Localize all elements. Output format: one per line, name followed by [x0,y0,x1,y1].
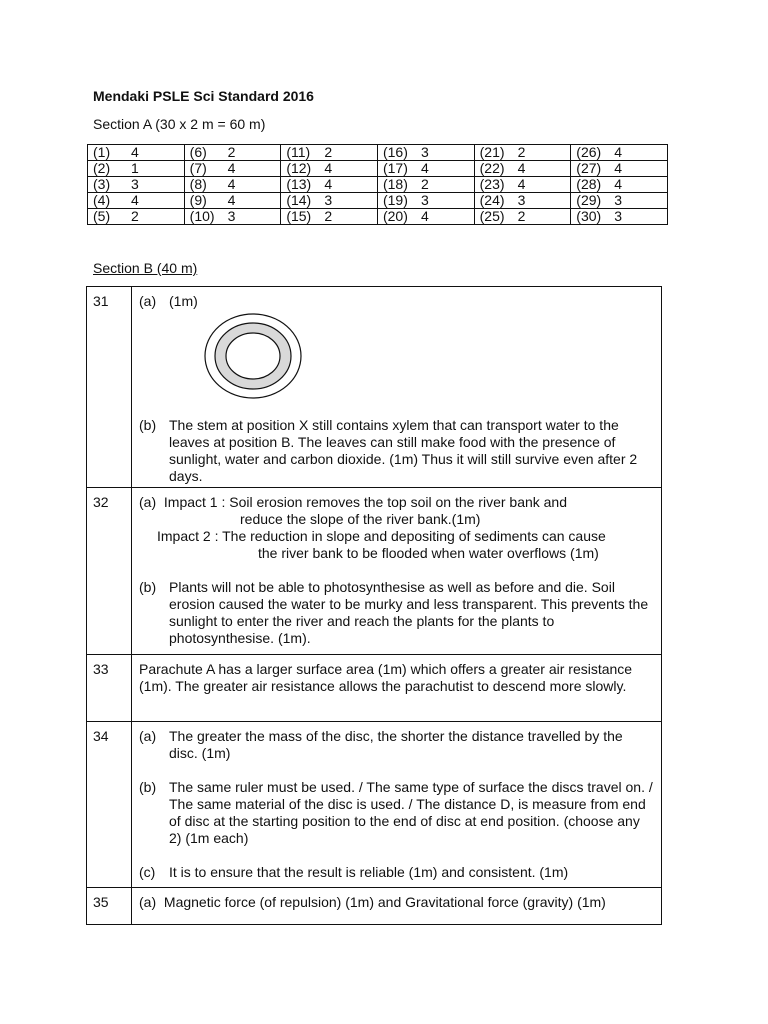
question-number: (22) [479,160,505,176]
part-label: (a) [139,894,157,910]
question-number: (20) [382,208,408,224]
part-label: (b) [139,579,157,595]
part-text: The stem at position X still contains xylem that can transport water to the leaves at position B. The leaves can still make food with the presence of sunlight, water and carbon dioxide. (1m) Thus it will still survive even after 2 days. [169,417,638,484]
answer-value: 4 [614,144,623,160]
question-number: (3) [93,176,111,192]
page-title: Mendaki PSLE Sci Standard 2016 [93,88,314,104]
question-35-row [87,888,662,925]
part-label: (c) [139,864,156,880]
question-number: (6) [189,144,207,160]
answer-value: 2 [517,208,526,224]
question-number: (9) [189,192,207,208]
answer-value: 3 [227,208,236,224]
answer-cell [474,177,571,193]
question-number: (21) [479,144,505,160]
question-number: (23) [479,176,505,192]
answer-value: 3 [517,192,526,208]
part-text: The same ruler must be used. / The same type of surface the discs travel on. / The same material of the disc is used. / The distance D, is measure from end of disc at the starting position to the end of disc at end position. (choose any 2) (1m each) [169,779,653,846]
answer-value: 4 [131,192,139,208]
answer-cell [571,161,668,177]
answer-value: 2 [420,176,429,192]
impact-2-text: Impact 2 : The reduction in slope and depositing of sediments can cause [157,528,606,544]
answer-cell [281,161,378,177]
answer-row [88,145,668,161]
question-34-row [87,722,662,888]
answer-value: 4 [614,160,623,176]
answer-row [88,161,668,177]
answer-value: 4 [420,160,429,176]
answer-value: 4 [614,176,623,192]
question-33-answer: Parachute A has a larger surface area (1m) which offers a greater air resistance (1m). The greater air resistance allows the parachutist to descend more slowly. [132,655,662,722]
answer-value: 4 [324,176,333,192]
answer-value: 2 [324,144,333,160]
answer-cell [184,161,281,177]
impact-1-text: Impact 1 : Soil erosion removes the top soil on the river bank and [163,494,568,510]
answer-cell [474,193,571,209]
question-number: 35 [87,888,132,925]
part-label: (b) [139,417,157,433]
question-31-answer [132,287,662,488]
impact-2-continuation: the river bank to be flooded when water overflows (1m) [258,545,599,561]
answer-cell [281,193,378,209]
question-number: 32 [87,488,132,655]
part-b [139,779,655,847]
answer-value: 2 [131,208,139,224]
answer-cell [571,209,668,225]
answer-cell [281,209,378,225]
answer-value: 4 [131,144,139,160]
section-a-label: Section A (30 x 2 m = 60 m) [93,116,266,132]
answer-row [88,209,668,225]
answer-cell [571,177,668,193]
answer-row [88,193,668,209]
answer-value: 1 [131,160,139,176]
answer-value: 4 [227,192,236,208]
answer-cell [474,209,571,225]
question-31-row [87,287,662,488]
question-number: (28) [576,176,602,192]
question-number: (26) [576,144,602,160]
question-number: (18) [382,176,408,192]
question-number: 34 [87,722,132,888]
question-number: (1) [93,144,111,160]
part-text: Plants will not be able to photosynthesise as well as before and die. Soil erosion caused the water to be murky and less transparent. This prevents the sunlight to enter the river and reach the plants for the plants to photosynthesise. (1m). [169,579,649,646]
answer-cell [377,209,474,225]
answer-value: 4 [420,208,429,224]
answer-cell [571,145,668,161]
part-c [139,864,655,881]
answer-value: 3 [614,208,623,224]
answer-cell [474,161,571,177]
answer-value: 2 [227,144,236,160]
answer-value: 4 [227,160,236,176]
answer-cell [88,161,185,177]
section-a-answer-table [87,144,668,225]
part-text: Magnetic force (of repulsion) (1m) and Gravitational force (gravity) (1m) [163,894,606,910]
question-number: (4) [93,192,111,208]
answer-cell [377,177,474,193]
answer-value: 2 [324,208,333,224]
answer-value: 3 [420,192,429,208]
answer-value: 3 [324,192,333,208]
impact-1-continuation: reduce the slope of the river bank.(1m) [240,511,481,527]
question-number: (19) [382,192,408,208]
answer-cell [474,145,571,161]
part-text: The greater the mass of the disc, the shorter the distance travelled by the disc. (1m) [169,728,623,761]
answer-cell [88,209,185,225]
question-number: (24) [479,192,505,208]
section-b-table [86,286,662,925]
part-text: It is to ensure that the result is reliable (1m) and consistent. (1m) [169,864,569,880]
part-text: (1m) [169,293,198,309]
question-number: (10) [189,208,215,224]
question-number: (25) [479,208,505,224]
answer-value: 2 [517,144,526,160]
answer-cell [571,193,668,209]
part-a [139,728,655,762]
question-number: (2) [93,160,111,176]
part-label: (a) [139,728,157,744]
answer-cell [377,145,474,161]
question-number: (11) [286,144,311,160]
answer-cell [377,161,474,177]
question-number: (14) [286,192,312,208]
answer-value: 4 [517,160,526,176]
answer-value: 4 [324,160,333,176]
question-32-row [87,488,662,655]
question-35-answer [132,888,662,925]
answer-row [88,177,668,193]
question-number: (15) [286,208,312,224]
question-number: (13) [286,176,312,192]
question-number: (17) [382,160,408,176]
part-a-impact-2 [139,528,655,562]
part-a-impact-1 [139,494,655,528]
question-34-answer [132,722,662,888]
answer-value: 3 [420,144,429,160]
part-label: (a) [139,494,157,510]
question-number: (16) [382,144,408,160]
question-number: (27) [576,160,602,176]
answer-cell [184,145,281,161]
question-32-answer [132,488,662,655]
question-number: (30) [576,208,602,224]
part-label: (a) [139,293,157,309]
question-number: 31 [87,287,132,488]
answer-cell [281,145,378,161]
answer-cell [88,177,185,193]
question-number: 33 [87,655,132,722]
question-number: (29) [576,192,602,208]
answer-cell [281,177,378,193]
answer-cell [88,193,185,209]
question-33-row [87,655,662,722]
question-number: (8) [189,176,207,192]
part-b [139,417,655,485]
answer-cell [377,193,474,209]
answer-cell [184,177,281,193]
question-number: (5) [93,208,111,224]
part-b [139,579,655,647]
question-number: (12) [286,160,312,176]
question-number: (7) [189,160,207,176]
answer-cell [184,193,281,209]
part-label: (b) [139,779,157,795]
answer-value: 4 [517,176,526,192]
answer-value: 3 [131,176,139,192]
concentric-rings-diagram [203,312,303,400]
section-b-label: Section B (40 m) [93,260,198,276]
part-a [139,293,655,310]
answer-cell [88,145,185,161]
answer-value: 3 [614,192,623,208]
answer-cell [184,209,281,225]
answer-value: 4 [227,176,236,192]
